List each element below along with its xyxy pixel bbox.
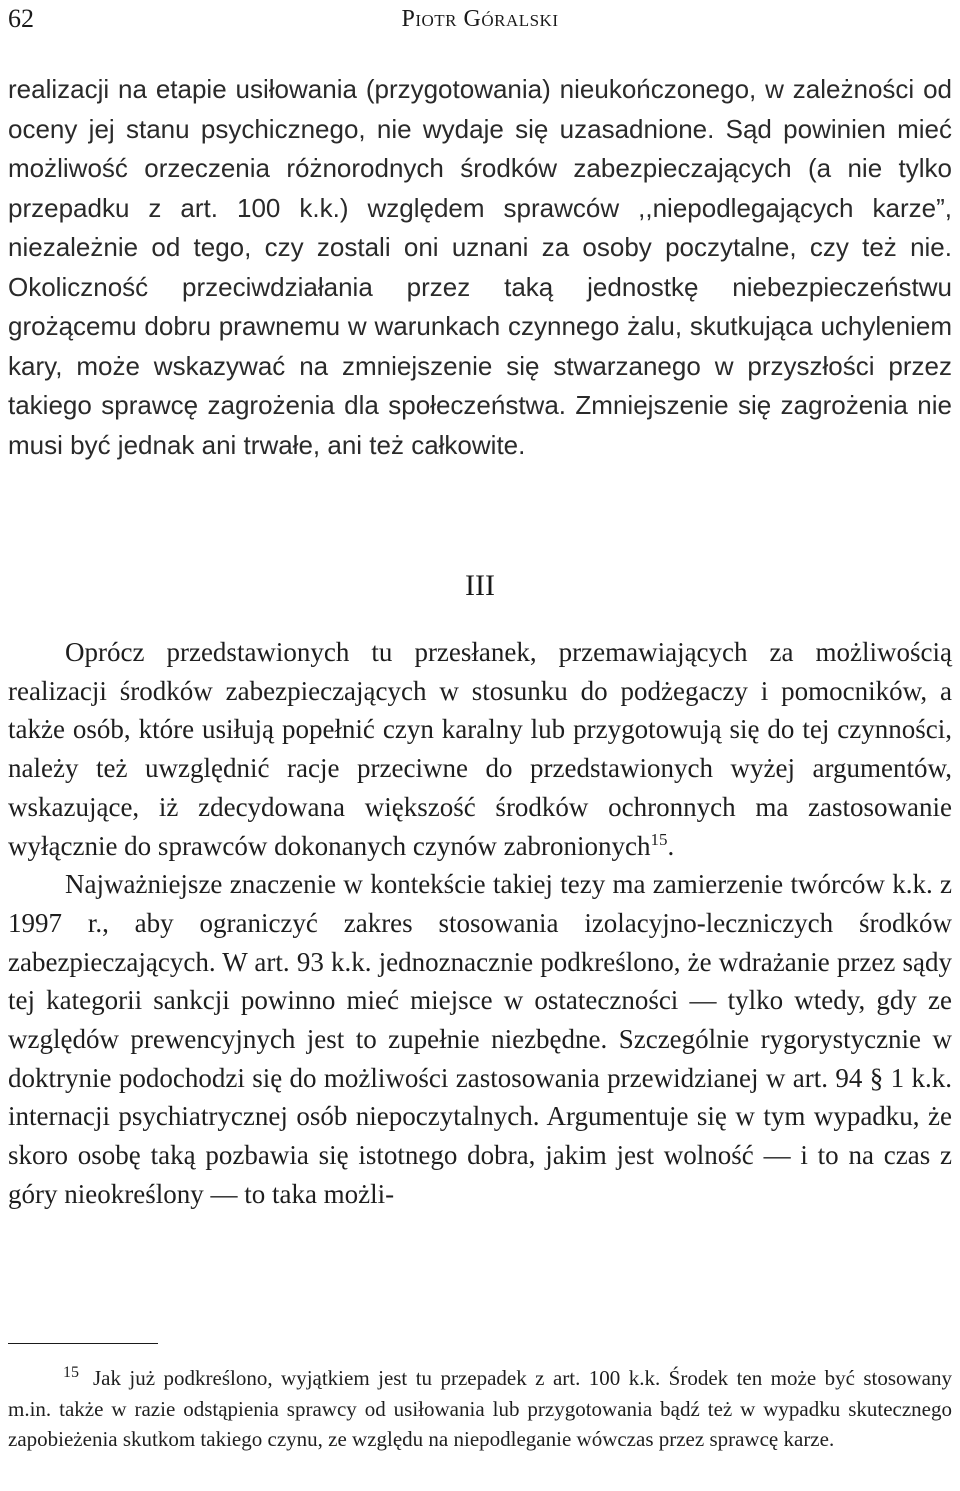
- page-header: [8, 2, 952, 36]
- paragraph-premises-end: .: [667, 830, 675, 861]
- paragraph-premises-text: Oprócz przedstawionych tu przesłanek, przemawiających za możliwością realizacji środków zabezpieczających w stosunku do podżegaczy i pomocników, a także osób, które usiłują popełnić czyn karalny lub przygotowują się do tej czynności, należy też uwzględnić racje przeciwne do przedstawionych wyżej argumentów, wskazujące, iż zdecydowana większość środków ochronnych ma zastosowanie wyłącznie do sprawców dokonanych czynów zabronionych: [8, 637, 952, 861]
- paragraph-continuation: realizacji na etapie usiłowania (przygotowania) nieukończonego, w zależności od oceny jej stanu psychicznego, nie wydaje się uzasadnione. Sąd powinien mieć możliwość orzeczenia różnorodnych środków zabezpieczających (a nie tylko przepadku z art. 100 k.k.) względem sprawców ,,niepodlegających karze”, niezależnie od tego, czy zostali oni uznani za osoby poczytalne, czy też nie. Okoliczność przeciwdziałania przez taką jednostkę niebezpieczeństwu grożącemu dobru prawnemu w warunkach czynnego żalu, skutkująca uchyleniem kary, może wskazywać na zmniejszenie się stwarzanego w przyszłości przez takiego sprawcę zagrożenia dla społeczeństwa. Zmniejszenie się zagrożenia nie musi być jednak ani trwałe, ani też całkowite.: [8, 74, 952, 460]
- section-heading: III: [465, 569, 495, 602]
- footnote-text: Jak już podkreślono, wyjątkiem jest tu przepadek z art. 100 k.k. Środek ten może być stosowany m.in. także w razie odstąpienia sprawcy od usiłowania lub przygotowania bądź też w wypadku skutecznego zapobieżenia skutkom takiego czynu, ze względu na niepodleganie wówczas przez sprawcę karze.: [8, 1366, 952, 1451]
- paragraph-legislative-intent: Najważniejsze znaczenie w kontekście takiej tezy ma zamierzenie twórców k.k. z 1997 r., aby ograniczyć zakres stosowania izolacyjno-leczniczych środków zabezpieczających. W art. 93 k.k. jednoznacznie podkreślono, że wdrażanie przez sądy tej kategorii sankcji powinno mieć miejsce w ostateczności — tylko wtedy, gdy ze względów prewencyjnych jest to zupełnie niezbędne. Szczególnie rygorystycznie w doktrynie podochodzi się do możliwości zastosowania przewidzianej w art. 94 § 1 k.k. internacji psychiatrycznej osób niepoczytalnych. Argumentuje się w tym wypadku, że skoro osobę taką pozbawia się istotnego dobra, jakim jest wolność — i to na czas z góry nieokreślony — to taka możli-: [8, 869, 952, 1209]
- footnote-reference: 15: [650, 829, 668, 849]
- paragraph-premises: [8, 633, 952, 865]
- running-head-author: Piotr Góralski: [401, 6, 559, 32]
- page-number: 62: [8, 4, 34, 33]
- section-body: [8, 633, 952, 1214]
- footnote-number: 15: [63, 1364, 79, 1381]
- footnote-separator: [8, 1343, 158, 1344]
- footnote: [8, 1363, 952, 1455]
